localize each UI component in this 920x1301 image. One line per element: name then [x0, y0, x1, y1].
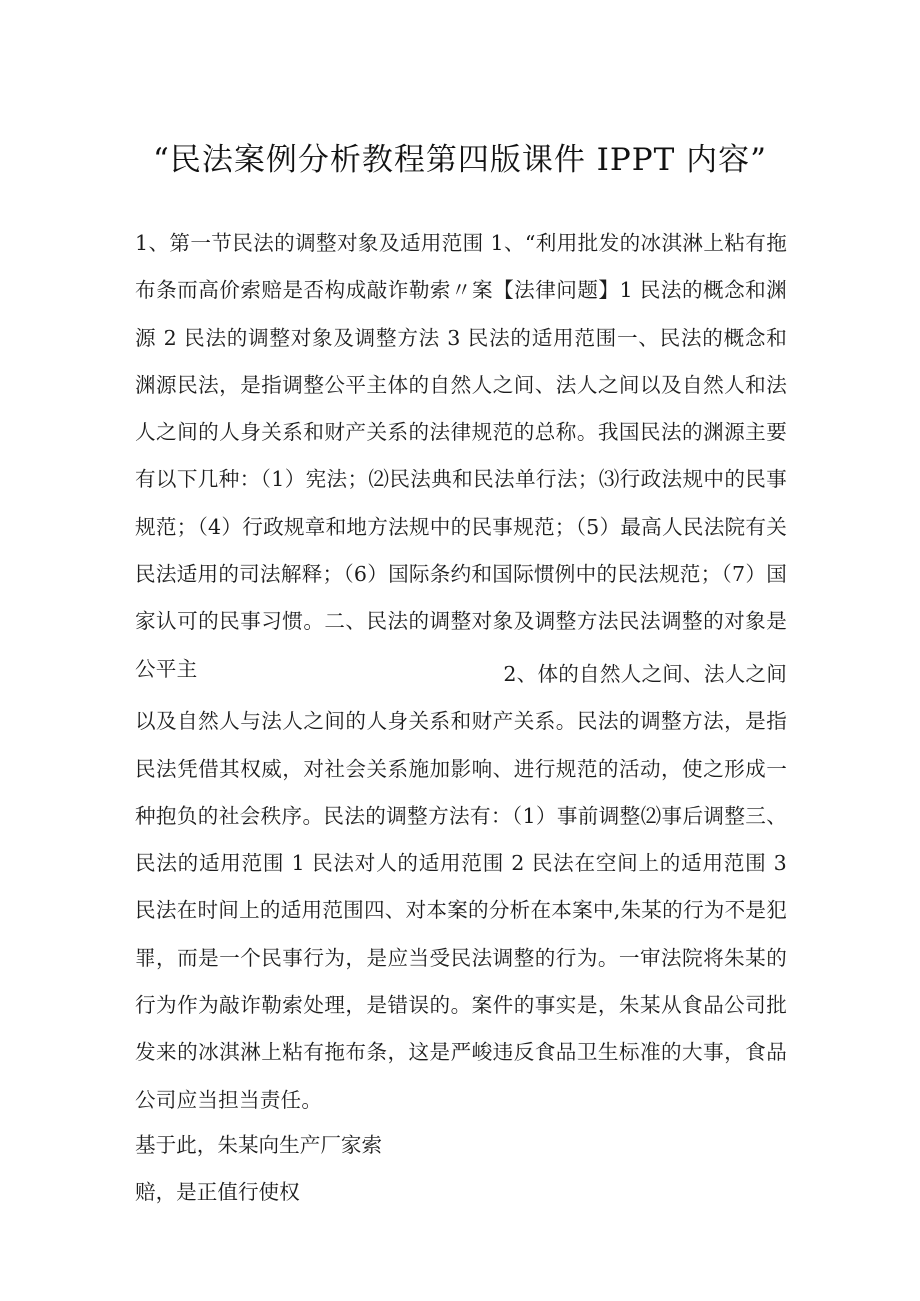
paragraph-1: 1、第一节民法的调整对象及适用范围 1、“利用批发的冰淇淋上粘有拖布条而高价索赔是否构成敲诈勒索〃案【法律问题】1 民法的概念和渊源 2 民法的调整对象及调整方法 3 民法的适用范围一、民法的概念和渊源民法，是指调整公平主体的自然人之间、法人之间以及自然人和法人之间的人身关系和财产关系的法律规范的总称。我国民法的渊源主要有以下几种：（1）宪法；⑵民法典和民法单行法；⑶行政法规中的民事规范；（4）行政规章和地方法规中的民事规范；（5）最高人民法院有关民法适用的司法解释；（6）国际条约和国际惯例中的民法规范；（7）国家认可的民事习惯。二、民法的调整对象及调整方法民法调整的对象是公平主 — [135, 231, 787, 681]
paragraph-2-first-line: 2、体的自然人之间、法人之间 — [503, 662, 787, 686]
paragraph-2-body: 以及自然人与法人之间的人身关系和财产关系。民法的调整方法，是指民法凭借其权威，对社会关系施加影响、进行规范的活动，使之形成一种抱负的社会秩序。民法的调整方法有：（1）事前调整⑵事后调整三、民法的适用范围 1 民法对人的适用范围 2 民法在空间上的适用范围 3 民法在时间上的适用范围四、对本案的分析在本案中,朱某的行为不是犯罪，而是一个民事行为，是应当受民法调整的行为。一审法院将朱某的行为作为敲诈勒索处理，是错误的。案件的事实是，朱某从食品公司批发来的冰淇淋上粘有拖布条，这是严峻违反食品卫生标准的大事，食品公司应当担当责任。 — [135, 709, 787, 1112]
document-title: “民法案例分析教程第四版课件 IPPT 内容” — [152, 142, 768, 178]
paragraph-2 — [135, 651, 787, 1124]
tail-line-2: 赔，是正值行使权 — [135, 1180, 300, 1204]
tail-line-1: 基于此，朱某向生产厂家索 — [135, 1133, 383, 1157]
